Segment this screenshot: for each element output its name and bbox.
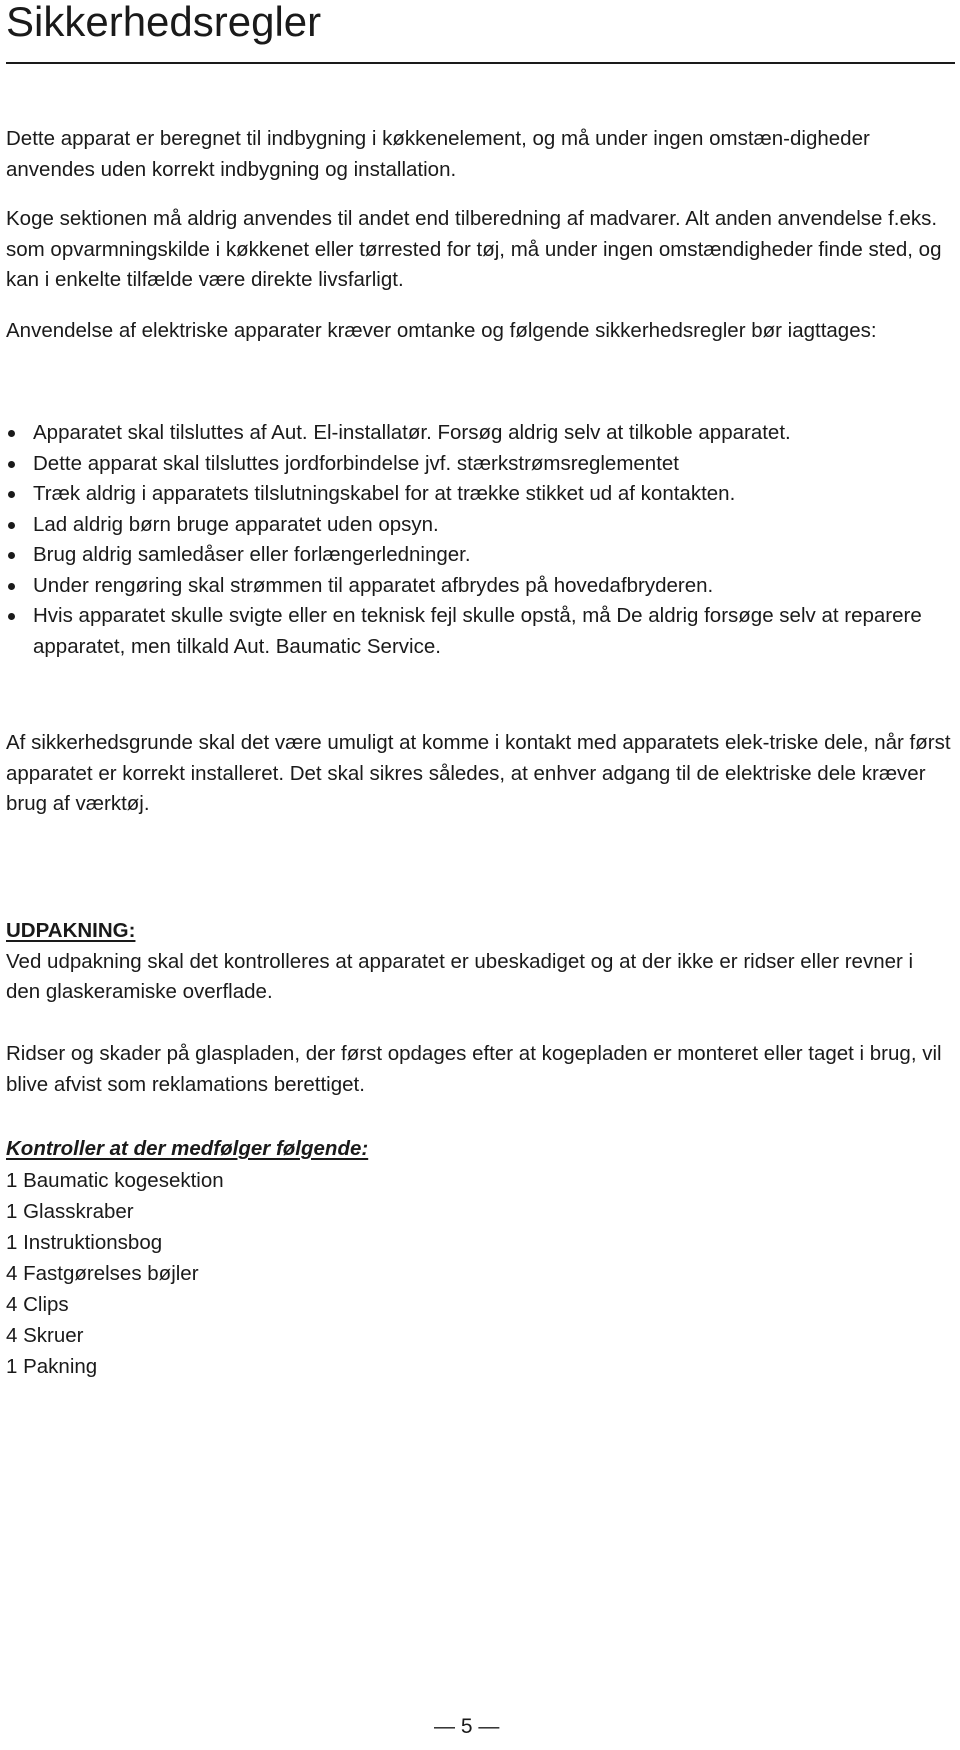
list-item-text: Apparatet skal tilsluttes af Aut. El-installatør. Forsøg aldrig selv at tilkoble apparatet. [33, 421, 791, 444]
list-item: 1 Baumatic kogesektion [6, 1169, 224, 1192]
list-item: 1 Instruktionsbog [6, 1231, 163, 1254]
bullet-icon [8, 583, 15, 590]
intro-paragraph: Dette apparat er beregnet til indbygning i køkkenelement, og må under ingen omstæn-digheder anvendes uden korrekt indbygning og installation. [6, 127, 870, 181]
list-item: 1 Pakning [6, 1355, 98, 1378]
unpacking-heading: UDPAKNING: [6, 919, 136, 942]
list-item-text: Lad aldrig børn bruge apparatet uden opsyn. [33, 512, 439, 536]
list-item-text: Dette apparat skal tilsluttes jordforbindelse jvf. stærkstrømsreglementet [33, 451, 680, 475]
damage-paragraph: Ridser og skader på glaspladen, der først opdages efter at kogepladen er monteret eller taget i brug, vil blive afvist som reklamations berettiget. [6, 1042, 942, 1096]
list-item-text: Under rengøring skal strømmen til apparatet afbrydes på hovedafbryderen. [33, 573, 714, 597]
bullet-icon [8, 522, 15, 529]
safety-rules-list [6, 418, 951, 662]
usage-paragraph: Koge sektionen må aldrig anvendes til andet end tilberedning af madvarer. Alt anden anvendelse f.eks. som opvarmningskilde i køkkenet eller tørrested for tøj, må under ingen omstændigheder finde sted, og kan i enkelte tilfælde være direkte livsfarligt. [6, 207, 942, 291]
electrical-intro-paragraph: Anvendelse af elektriske apparater kræver omtanke og følgende sikkerhedsregler bør iagttages: [6, 319, 877, 342]
bullet-icon [8, 552, 15, 559]
page-number: — 5 — [434, 1715, 500, 1738]
bullet-icon [8, 461, 15, 468]
list-item [6, 418, 951, 449]
list-item [6, 571, 951, 602]
unpacking-paragraph: Ved udpakning skal det kontrolleres at apparatet er ubeskadiget og at der ikke er ridser eller revner i den glaskeramiske overflade. [6, 949, 914, 1003]
contents-heading [6, 1134, 951, 1165]
page-title: Sikkerhedsregler [6, 0, 322, 45]
list-item [6, 540, 951, 571]
list-item [6, 479, 951, 510]
list-item: 1 Glasskraber [6, 1200, 134, 1223]
list-item-text: Brug aldrig samledåser eller forlængerledninger. [33, 543, 471, 566]
bullet-icon [8, 430, 15, 437]
list-item: 4 Skruer [6, 1324, 84, 1347]
list-item [6, 510, 951, 541]
list-item [6, 601, 951, 662]
contents-heading-text: Kontroller at der medfølger følgende: [6, 1137, 369, 1160]
list-item-text: Hvis apparatet skulle svigte eller en teknisk fejl skulle opstå, må De aldrig forsøge selv at reparere apparatet, men tilkald Aut. Baumatic Service. [33, 604, 922, 658]
list-item [6, 449, 951, 480]
list-item: 4 Fastgørelses bøjler [6, 1262, 199, 1285]
bullet-icon [8, 491, 15, 498]
list-item: 4 Clips [6, 1293, 69, 1316]
bullet-icon [8, 613, 15, 620]
unpacking-section [6, 916, 951, 1008]
safety-paragraph: Af sikkerhedsgrunde skal det være umuligt at komme i kontakt med apparatets elek-triske dele, når først apparatet er korrekt installeret. Det skal sikres således, at enhver adgang til de elektriske dele kræver brug af værktøj. [6, 731, 951, 815]
title-divider [6, 62, 955, 64]
contents-list [6, 1165, 224, 1382]
list-item-text: Træk aldrig i apparatets tilslutningskabel for at trække stikket ud af kontakten. [33, 482, 736, 505]
